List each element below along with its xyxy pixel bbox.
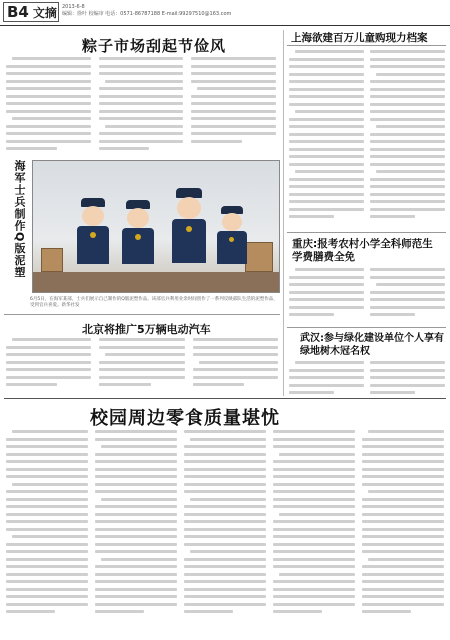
- bev-article-body: [6, 338, 278, 394]
- section-name: 文摘: [32, 5, 57, 20]
- right-article-2-body: [289, 268, 445, 324]
- section-code: B4: [7, 3, 29, 21]
- right-article-3-body: [289, 361, 445, 395]
- divider: [4, 314, 280, 315]
- clay-figure: [73, 198, 113, 278]
- clay-figure: [167, 188, 211, 278]
- main-headline: 粽子市场刮起节俭风: [82, 37, 227, 55]
- divider: [4, 398, 446, 399]
- news-photo: [32, 160, 280, 293]
- section-tag: [3, 2, 59, 22]
- right-box-1: [287, 30, 446, 46]
- right-article-1-body: [289, 50, 445, 226]
- bottom-article-body: [6, 430, 444, 634]
- divider: [287, 232, 446, 233]
- divider: [287, 327, 446, 328]
- bev-headline: 北京将推广5万辆电动汽车: [82, 323, 211, 336]
- right-headline-3: 武汉:参与绿化建设单位个人享有绿地树木冠名权: [300, 333, 444, 357]
- right-headline-1: 上海欲建百万儿童购现力档案: [291, 32, 428, 44]
- page-header: [0, 0, 450, 26]
- clay-figure: [119, 200, 157, 278]
- bottom-headline: 校园周边零食质量堪忧: [90, 408, 280, 429]
- header-meta: [62, 4, 231, 18]
- clay-figure: [215, 206, 249, 278]
- editor-contact: 编辑：徐叶 校编审 电话：0571-86787188 E-mail:99297510@163.com: [62, 11, 232, 17]
- main-article-body: [6, 57, 276, 157]
- column-rule: [283, 30, 284, 396]
- photo-caption: 6月5日，在海军某部，士兵们展示自己制作的Q版泥塑作品。该部官兵利用业余时间创作了一系列反映部队生活的泥塑作品，受到官兵喜爱。新华社发: [30, 297, 278, 308]
- photo-vertical-title: 海军士兵制作Q版泥塑: [13, 160, 26, 279]
- issue-date: 2013-6-8: [62, 4, 85, 10]
- right-headline-2: 重庆:报考农村小学全科师范生学费膳费全免: [292, 238, 433, 263]
